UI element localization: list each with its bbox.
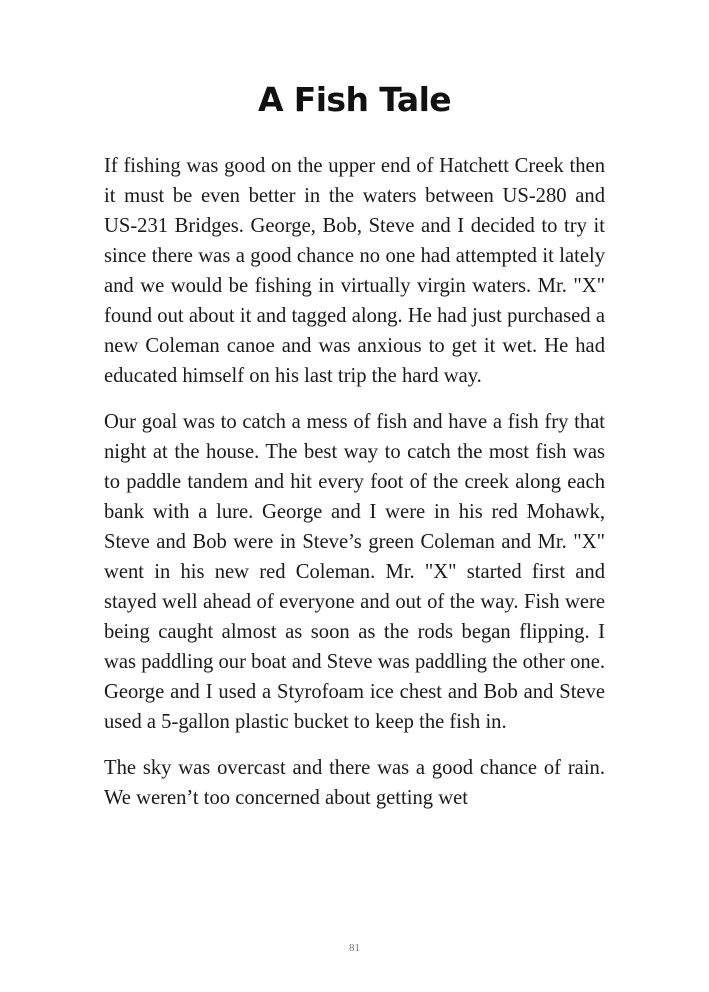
body-text — [104, 151, 605, 829]
paragraph-2: Our goal was to catch a mess of fish and have a fish fry that night at the house. The best way to catch the most fish was to paddle tandem and hit every foot of the creek along each bank with a lure. George and I were in his red Mohawk, Steve and Bob were in Steve’s green Coleman and Mr. "X" went in his new red Coleman. Mr. "X" started first and stayed well ahead of everyone and out of the way. Fish were being caught almost as soon as the rods began flipping. I was paddling our boat and Steve was paddling the other one. George and I used a Styrofoam ice chest and Bob and Steve used a 5-gallon plastic bucket to keep the fish in. — [104, 411, 605, 733]
paragraph-3: The sky was overcast and there was a good chance of rain. We weren’t too concerned about getting wet — [104, 757, 605, 809]
page-number: 81 — [349, 942, 360, 954]
paragraph-1: If fishing was good on the upper end of Hatchett Creek then it must be even better in the waters between US-280 and US-231 Bridges. George, Bob, Steve and I decided to try it since there was a good chance no one had attempted it lately and we would be fishing in virtually virgin waters. Mr. "X" found out about it and tagged along. He had just purchased a new Coleman canoe and was anxious to get it wet. He had educated himself on his last trip the hard way. — [104, 155, 605, 387]
chapter-title: A Fish Tale — [257, 80, 452, 119]
